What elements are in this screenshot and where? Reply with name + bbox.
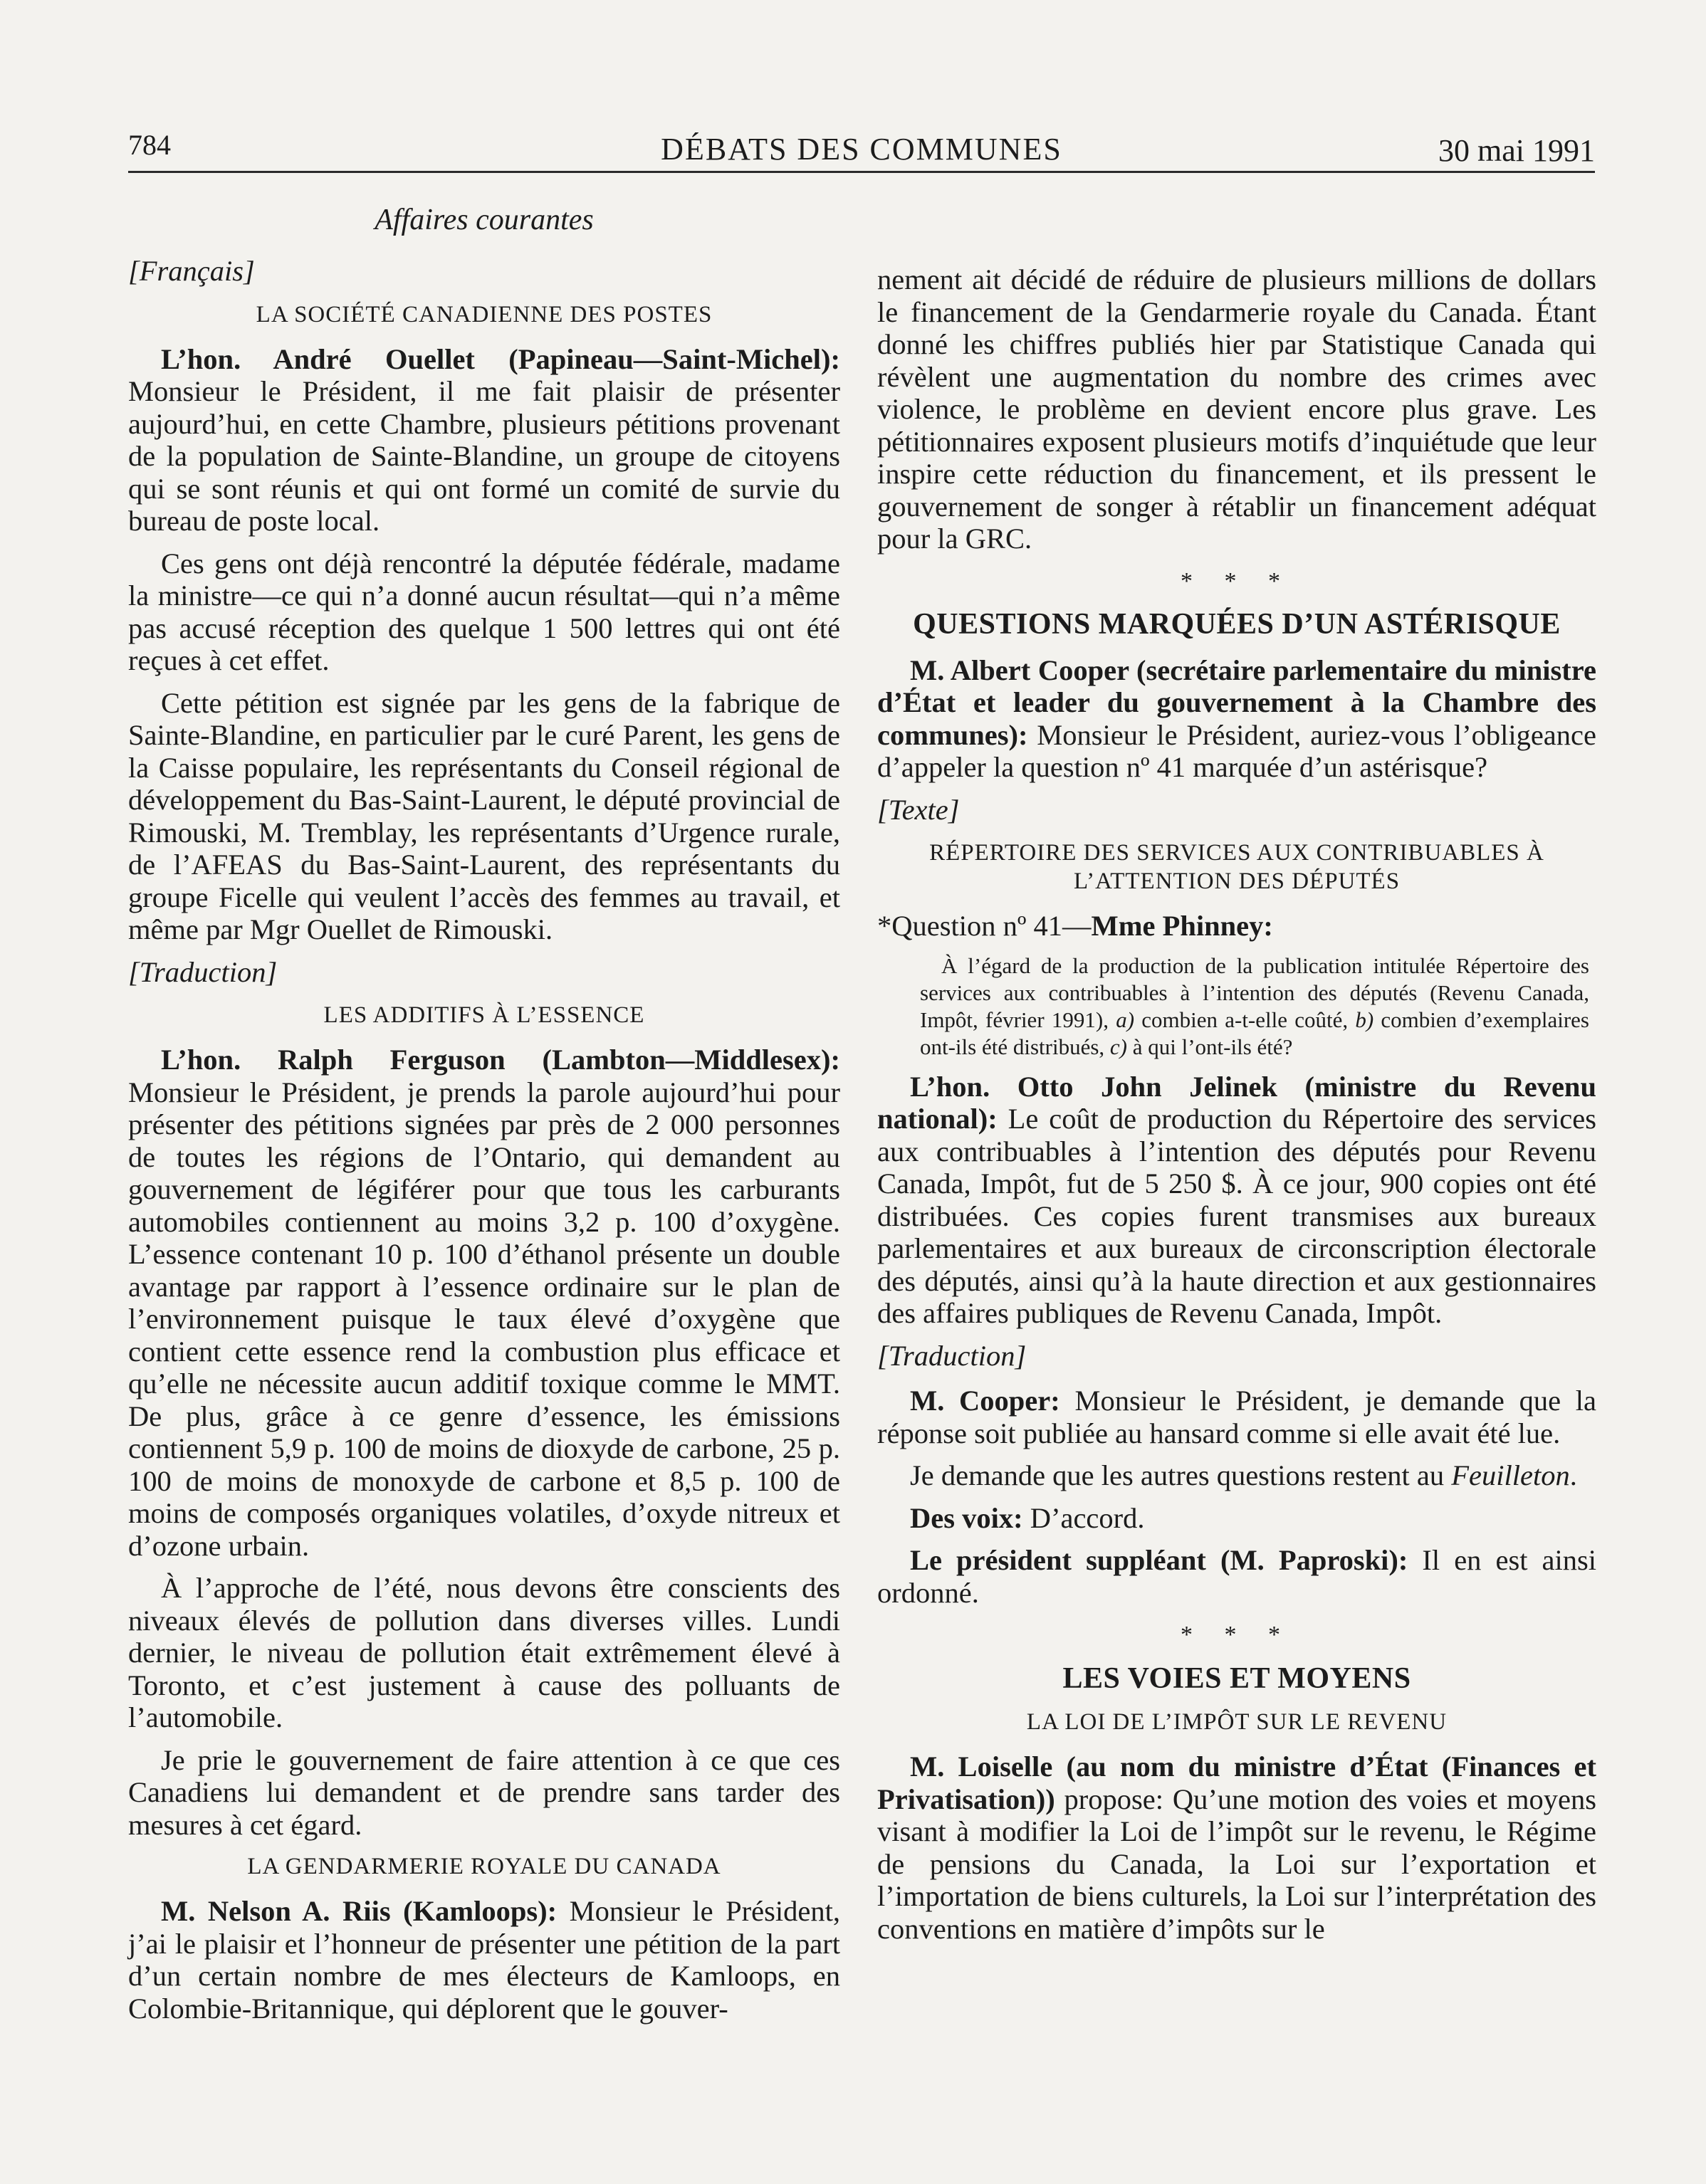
question-quote: [920, 952, 1589, 1061]
question-label: *Question nº 41—: [877, 910, 1092, 942]
quote-text: À l’égard de la production de la publication intitulée Répertoire des services aux contribuables à l’intention des députés (Revenu Canada, Impôt, février 1991),: [920, 952, 1589, 1032]
section-subheading: LA SOCIÉTÉ CANADIENNE DES POSTES: [256, 301, 713, 327]
right-column: [877, 263, 1596, 1955]
speech-text: propose: Qu’une motion des voies et moyens visant à modifier la Loi de l’impôt sur le revenu, le Régime de pensions du Canada, la Loi sur l’exportation et l’importation de biens culturels, la Loi sur l’interprétation des conventions en matière d’impôts sur le: [877, 1783, 1596, 1945]
issue-date: 30 mai 1991: [1438, 133, 1595, 168]
language-marker: [Français]: [128, 255, 255, 287]
language-marker: [Texte]: [877, 793, 960, 826]
section-subheading: RÉPERTOIRE DES SERVICES AUX CONTRIBUABLES À L’ATTENTION DES DÉPUTÉS: [929, 840, 1544, 894]
paragraph: [877, 1459, 1596, 1492]
quote-text: combien a-t-elle coûté,: [1134, 1007, 1356, 1032]
quote-text: à qui l’ont-ils été?: [1127, 1034, 1293, 1059]
paragraph: [877, 1502, 1596, 1535]
speech-text: .: [1569, 1459, 1577, 1491]
paragraph: Cette pétition est signée par les gens de la fabrique de Sainte-Blandine, en particulier par le curé Parent, les gens de la Caisse populaire, les représentants du Conseil régional de développement du Bas-Saint-Laurent, le député provincial de Rimouski, M. Tremblay, les représentants d’Urgence rurale, de l’AFEAS du Bas-Saint-Laurent, des représentants du groupe Ficelle qui veulent l’accès des femmes au travail, et même par Mgr Ouellet de Rimouski.: [128, 686, 840, 945]
speaker-name: L’hon. Otto John Jelinek (ministre du Revenu national):: [877, 1070, 1596, 1135]
section-subheading: LA GENDARMERIE ROYALE DU CANADA: [247, 1854, 721, 1879]
page-header: [128, 128, 1595, 173]
paragraph: [877, 654, 1596, 784]
speaker-name: M. Nelson A. Riis (Kamloops):: [161, 1895, 558, 1927]
question-line: [877, 910, 1596, 943]
paragraph: nement ait décidé de réduire de plusieurs millions de dollars le financement de la Gendarmerie royale du Canada. Étant donné les chiffres publiés hier par Statistique Canada qui révèlent une augmentation du nombre des crimes avec violence, le problème en devient encore plus grave. Les pétitionnaires exposent plusieurs motifs d’inquiétude que leur inspire cette réduction du financement, et ils pressent le gouvernement de songer à rétablir un financement adéquat pour la GRC.: [877, 263, 1596, 555]
paragraph: [877, 1544, 1596, 1609]
paragraph: [128, 343, 840, 537]
paragraph: [877, 1385, 1596, 1449]
speech-text: Il en est ainsi ordonné.: [877, 1544, 1596, 1609]
paragraph: Ces gens ont déjà rencontré la députée fédérale, madame la ministre—ce qui n’a donné aucun résultat—qui n’a même pas accusé réception des quelque 1 500 lettres qui ont été reçues à cet effet.: [128, 547, 840, 676]
language-marker: [Traduction]: [877, 1339, 1027, 1372]
speech-text: Le coût de production du Répertoire des services aux contribuables à l’intention des députés pour Revenu Canada, Impôt, fut de 5 250 $. À ce jour, 900 copies ont été distribuées. Ces copies furent transmises aux bureaux parlementaires et aux bureaux de circonscription électorale des députés, ainsi qu’à la haute direction et aux gestionnaires des affaires publiques de Revenu Canada, Impôt.: [877, 1103, 1596, 1329]
speech-text: D’accord.: [1022, 1501, 1145, 1534]
speaker-name: M. Loiselle (au nom du ministre d’État (Finances et Privatisation)): [877, 1750, 1596, 1815]
section-rubric: Affaires courantes: [375, 204, 594, 236]
section-heading: QUESTIONS MARQUÉES D’UN ASTÉRISQUE: [913, 608, 1561, 641]
speaker-name: M. Albert Cooper (secrétaire parlementaire du ministre d’État et leader du gouvernement à la Chambre des communes):: [877, 653, 1596, 751]
paragraph: [128, 1895, 840, 2025]
quote-marker: b): [1355, 1007, 1374, 1032]
section-separator: * * *: [1181, 1622, 1293, 1648]
speaker-name: Le président suppléant (M. Paproski):: [910, 1544, 1408, 1576]
speaker-name: M. Cooper:: [910, 1385, 1060, 1417]
paragraph: [128, 1044, 840, 1562]
speech-text: Monsieur le Président, il me fait plaisir de présenter aujourd’hui, en cette Chambre, plusieurs pétitions provenant de la population de Sainte-Blandine, un groupe de citoyens qui se sont réunis et qui ont formé un comité de survie du bureau de poste local.: [128, 375, 840, 537]
quote-marker: c): [1109, 1034, 1127, 1059]
quote-text: combien d’exemplaires ont-ils été distribués,: [920, 1007, 1589, 1059]
speech-text: Je demande que les autres questions restent au: [910, 1459, 1452, 1491]
speech-text: Monsieur le Président, je demande que la réponse soit publiée au hansard comme si elle avait été lue.: [877, 1385, 1596, 1449]
paragraph: [877, 1071, 1596, 1330]
question-member: Mme Phinney:: [1091, 910, 1273, 942]
left-column: [128, 249, 840, 2035]
section-heading: LES VOIES ET MOYENS: [1062, 1661, 1411, 1695]
italic-term: Feuilleton: [1451, 1459, 1570, 1491]
quote-marker: a): [1116, 1007, 1135, 1032]
paragraph: À l’approche de l’été, nous devons être conscients des niveaux élevés de pollution dans diverses villes. Lundi dernier, le niveau de pollution était extrêmement élevé à Toronto, et c’est justement à cause des polluants de l’automobile.: [128, 1572, 840, 1733]
speaker-name: L’hon. André Ouellet (Papineau—Saint-Michel):: [161, 342, 840, 375]
language-marker: [Traduction]: [128, 955, 278, 988]
speaker-name: Des voix:: [910, 1501, 1023, 1534]
paragraph: Je prie le gouvernement de faire attention à ce que ces Canadiens lui demandent et de prendre sans tarder des mesures à cet égard.: [128, 1743, 840, 1841]
page-number: 784: [128, 129, 171, 161]
speaker-name: L’hon. Ralph Ferguson (Lambton—Middlesex):: [161, 1044, 840, 1076]
section-subheading: LES ADDITIFS À L’ESSENCE: [323, 1002, 645, 1028]
section-subheading: LA LOI DE L’IMPÔT SUR LE REVENU: [1026, 1709, 1448, 1735]
section-separator: * * *: [1181, 567, 1293, 594]
paragraph: [877, 1750, 1596, 1945]
speech-text: Monsieur le Président, je prends la parole aujourd’hui pour présenter des pétitions signées par près de 2 000 personnes de toutes les régions de l’Ontario, qui demandent au gouvernement de légiférer pour que tous les carburants automobiles contiennent au moins 3,2 p. 100 d’oxygène. L’essence contenant 10 p. 100 d’éthanol présente un double avantage par rapport à l’essence ordinaire sur le plan de l’environnement puisque le taux élevé d’oxygène que contient cette essence rend la combustion plus efficace et qu’elle ne nécessite aucun additif toxique comme le MMT. De plus, grâce à ce genre d’essence, les émissions contiennent 5,9 p. 100 de moins de dioxyde de carbone, 25 p. 100 de moins de monoxyde de carbone et 8,5 p. 100 de moins de composés organiques volatiles, d’oxyde nitreux et d’ozone urbain.: [128, 1076, 840, 1562]
speech-text: Monsieur le Président, j’ai le plaisir et l’honneur de présenter une pétition de la part d’un certain nombre de mes électeurs de Kamloops, en Colombie-Britannique, qui déplorent que le gouver-: [128, 1895, 841, 2025]
journal-title: DÉBATS DES COMMUNES: [661, 132, 1062, 167]
speech-text: Monsieur le Président, auriez-vous l’obligeance d’appeler la question nº 41 marquée d’un astérisque?: [877, 718, 1596, 783]
